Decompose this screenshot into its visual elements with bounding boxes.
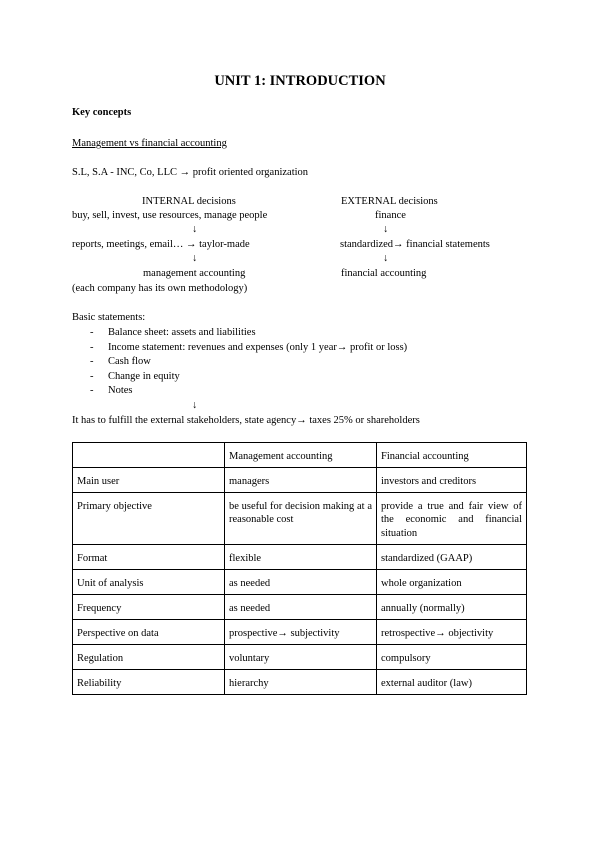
table-cell: annually (normally) xyxy=(377,594,527,619)
table-cell: Main user xyxy=(73,468,225,493)
table-cell: be useful for decision making at a reasonable cost xyxy=(225,493,377,544)
table-cell: compulsory xyxy=(377,645,527,670)
basic-statements-heading: Basic statements: xyxy=(72,312,146,323)
conclusion-line: It has to fulfill the external stakeholders, state agency→ taxes 25% or shareholders xyxy=(72,415,420,426)
external-result: financial accounting xyxy=(341,268,427,279)
table-cell: prospective→ subjectivity xyxy=(225,620,377,645)
table-cell: flexible xyxy=(225,544,377,569)
table-cell: voluntary xyxy=(225,645,377,670)
list-item: - Cash flow xyxy=(90,356,151,368)
page-title: UNIT 1: INTRODUCTION xyxy=(214,73,386,89)
table-row xyxy=(73,468,527,493)
dash: - xyxy=(90,385,94,397)
table-row xyxy=(73,544,527,569)
table-row xyxy=(73,594,527,619)
dash: - xyxy=(90,370,94,382)
table-row xyxy=(73,569,527,594)
list-item: - Notes xyxy=(90,385,133,397)
table-cell: whole organization xyxy=(377,569,527,594)
table-header-cell: Financial accounting xyxy=(377,443,527,468)
table-row xyxy=(73,493,527,544)
table-row xyxy=(73,620,527,645)
external-heading: EXTERNAL decisions xyxy=(341,196,438,207)
dash: - xyxy=(90,327,94,338)
table-cell: Format xyxy=(73,544,225,569)
section-heading: Management vs financial accounting xyxy=(72,138,227,149)
down-arrow-icon: ↓ xyxy=(192,253,198,264)
table-cell: as needed xyxy=(225,594,377,619)
dash: - xyxy=(90,356,94,368)
internal-line2: reports, meetings, email… → taylor-made xyxy=(72,239,250,250)
table-cell: provide a true and fair view of the economic and financial situation xyxy=(377,493,527,544)
key-concepts-heading: Key concepts xyxy=(72,107,132,118)
down-arrow-icon: ↓ xyxy=(192,224,198,235)
internal-line1: buy, sell, invest, use resources, manage people xyxy=(72,210,268,221)
table-cell: managers xyxy=(225,468,377,493)
list-item: - Income statement: revenues and expenses (only 1 year→ profit or loss) xyxy=(90,341,408,353)
table-cell: retrospective→ objectivity xyxy=(377,620,527,645)
basic-statements-list xyxy=(90,326,407,399)
table-cell: as needed xyxy=(225,569,377,594)
org-line: S.L, S.A - INC, Co, LLC → profit oriented organization xyxy=(72,167,309,178)
table-header-cell: Management accounting xyxy=(225,443,377,468)
down-arrow-icon: ↓ xyxy=(192,400,198,411)
table-cell: Primary objective xyxy=(73,493,225,544)
table-cell: Perspective on data xyxy=(73,620,225,645)
list-item: - Balance sheet: assets and liabilities xyxy=(90,327,256,338)
list-item: - Change in equity xyxy=(90,370,180,382)
dash: - xyxy=(90,341,94,353)
table-cell: Regulation xyxy=(73,645,225,670)
table-cell: Reliability xyxy=(73,670,225,695)
table-cell: Unit of analysis xyxy=(73,569,225,594)
down-arrow-icon: ↓ xyxy=(383,253,389,264)
external-line2: standardized→ financial statements xyxy=(340,239,490,250)
comparison-table xyxy=(72,442,527,695)
table-header-cell xyxy=(73,443,225,468)
table-header-row xyxy=(73,443,527,468)
table-cell: investors and creditors xyxy=(377,468,527,493)
table-cell: external auditor (law) xyxy=(377,670,527,695)
table-cell: standardized (GAAP) xyxy=(377,544,527,569)
table-row xyxy=(73,670,527,695)
internal-result: management accounting xyxy=(143,268,246,279)
table-cell: Frequency xyxy=(73,594,225,619)
down-arrow-icon: ↓ xyxy=(383,224,389,235)
table-row xyxy=(73,645,527,670)
table-cell: hierarchy xyxy=(225,670,377,695)
internal-heading: INTERNAL decisions xyxy=(142,196,236,207)
external-line1: finance xyxy=(375,210,406,221)
internal-note: (each company has its own methodology) xyxy=(72,283,248,294)
